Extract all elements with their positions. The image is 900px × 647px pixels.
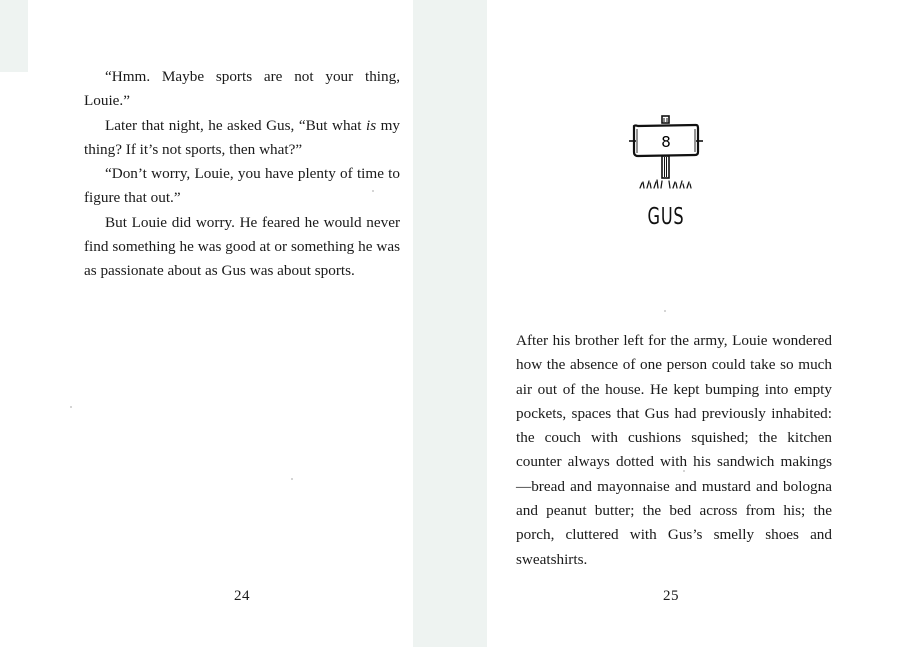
paragraph-text: “Hmm. Maybe sports are not your thing, Louie.” (84, 68, 400, 110)
left-page-body (84, 65, 400, 284)
emphasis-text: is (365, 116, 377, 134)
paragraph-text: my thing? If it’s not sports, then what?” (84, 116, 400, 158)
chapter-title: GUS (647, 204, 685, 230)
paragraph-text: But Louie did worry. He feared he would never find something he was good at or something he was as passionate about as Gus was about sports. (84, 213, 400, 280)
paragraph (84, 211, 400, 284)
paper-speck (70, 406, 72, 408)
right-page (487, 0, 900, 647)
paragraph: After his brother left for the army, Louie wondered how the absence of one person could take so much air out of the house. He kept bumping into empty pockets, spaces that Gus had previously inhabited: the couch with cushions squished; the kitchen counter always dotted with his sandwich makings—bread and mayonnaise and mustard and bologna and peanut butter; the bed across from his; the porch, cluttered with Gus’s smelly shoes and sweatshirts. (516, 332, 832, 568)
left-page (0, 0, 413, 647)
paragraph (84, 114, 400, 163)
right-page-body (516, 329, 832, 572)
paragraph-text: Later that night, he asked Gus, “But what (105, 116, 366, 134)
paragraph (84, 162, 400, 211)
page-number: 25 (663, 588, 679, 604)
paragraph-text: “Don’t worry, Louie, you have plenty of time to figure that out.” (84, 165, 400, 207)
paper-speck (683, 470, 685, 472)
paper-speck (664, 310, 666, 312)
paper-speck (291, 478, 293, 480)
chapter-number: 8 (661, 133, 671, 151)
paper-speck (372, 190, 374, 192)
book-gutter (413, 0, 487, 647)
signpost-icon (626, 114, 706, 194)
page-number: 24 (234, 588, 250, 604)
paragraph (84, 65, 400, 114)
